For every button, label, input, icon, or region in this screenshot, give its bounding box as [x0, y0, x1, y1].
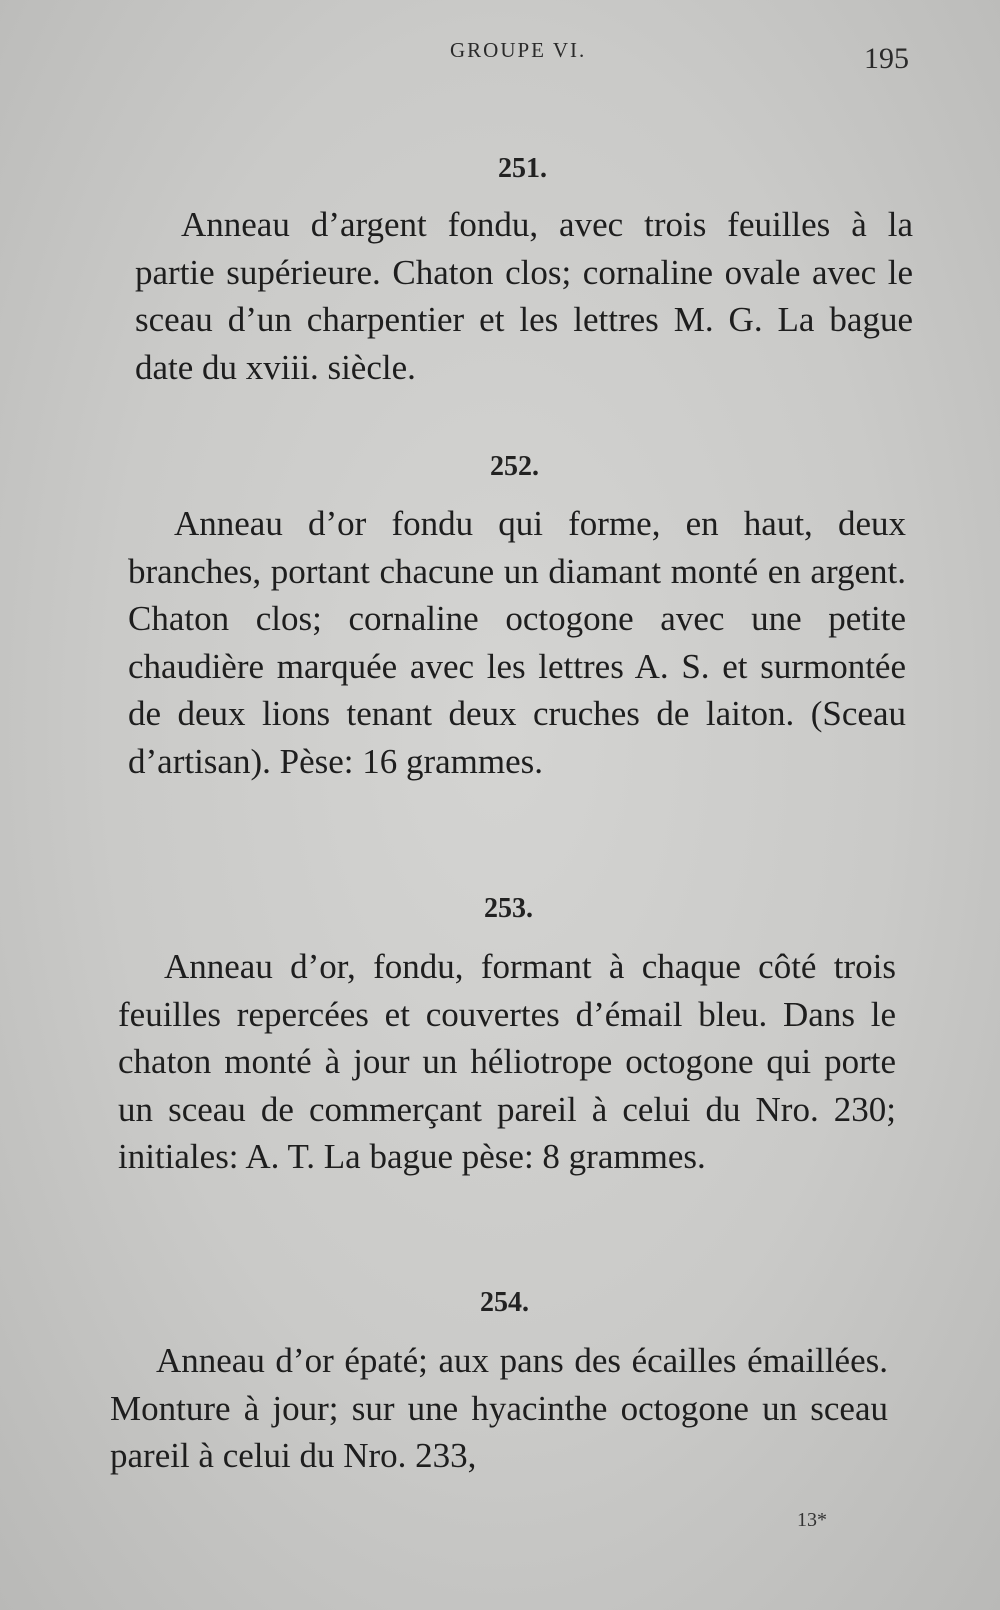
entry-text-252: Anneau d’or fondu qui forme, en haut, deux branches, portant chacune un diamant monté en argent. Chaton clos; cornaline octogone avec une petite chaudière marquée avec les lettres A. S. et surmontée de deux lions tenant deux cruches de laiton. (Sceau d’artisan). Pèse: 16 grammes.	[128, 504, 906, 781]
entry-number-254: 254.	[480, 1287, 529, 1318]
page-number: 195	[864, 42, 909, 75]
entry-text-254: Anneau d’or épaté; aux pans des écailles émaillées. Monture à jour; sur une hyacinthe octogone un sceau pareil à celui du Nro. 233,	[110, 1341, 888, 1475]
running-head	[0, 34, 1000, 74]
group-title: GROUPE VI.	[450, 38, 587, 62]
signature-mark: 13*	[797, 1509, 827, 1531]
entry-text-253: Anneau d’or, fondu, formant à chaque côté trois feuilles repercées et couvertes d’émail bleu. Dans le chaton monté à jour un héliotrope octogone qui porte un sceau de commerçant pareil à celui du Nro. 230; initiales: A. T. La bague pèse: 8 grammes.	[118, 947, 896, 1176]
entry-number-252: 252.	[490, 451, 539, 482]
entry-number-251: 251.	[498, 153, 547, 184]
entry-text-251: Anneau d’argent fondu, avec trois feuilles à la partie supérieure. Chaton clos; cornaline ovale avec le sceau d’un charpentier et les lettres M. G. La bague date du xviii. siècle.	[135, 205, 913, 387]
entry-number-253: 253.	[484, 893, 533, 924]
